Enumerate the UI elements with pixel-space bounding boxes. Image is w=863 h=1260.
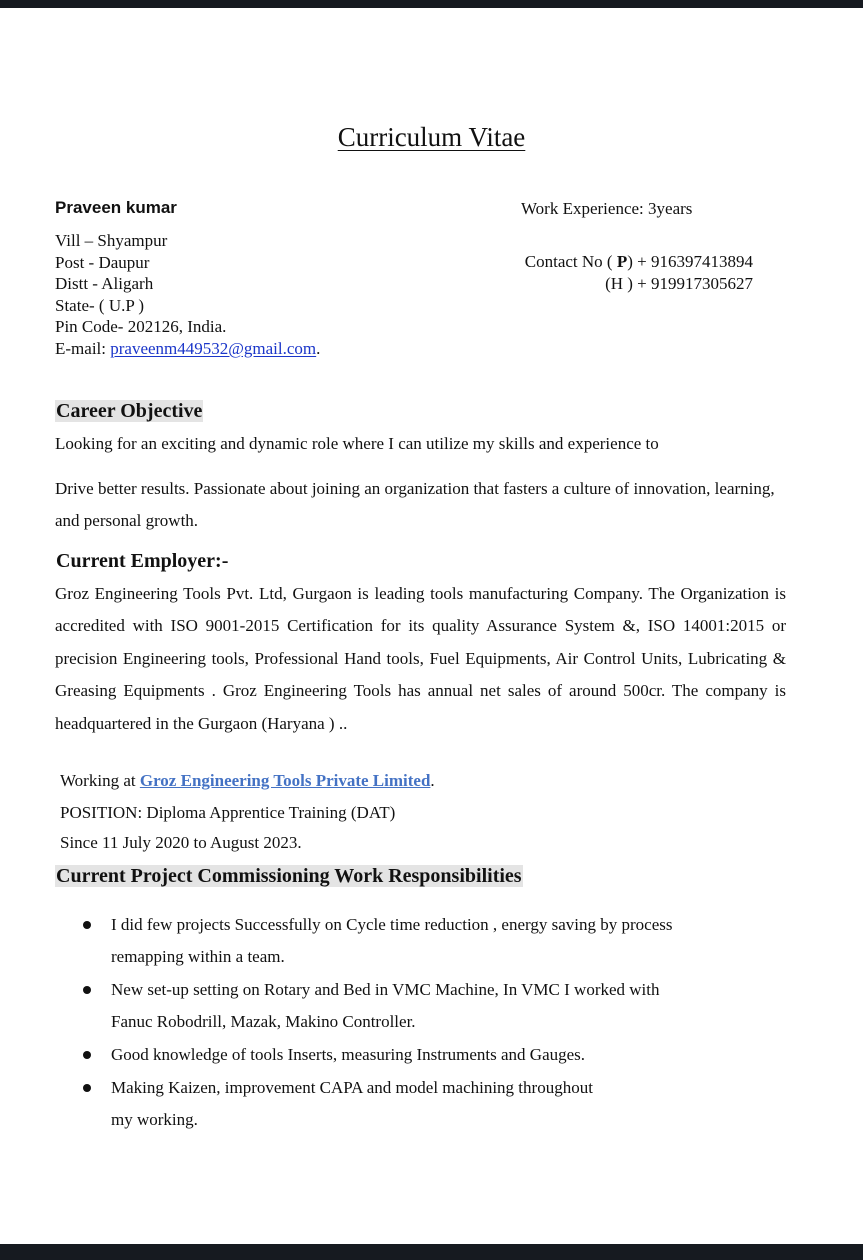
list-item-line: my working. [111, 1110, 198, 1129]
address-line-pincode: Pin Code- 202126, India. [55, 317, 227, 336]
bullet-icon [83, 1051, 91, 1059]
list-item-line: New set-up setting on Rotary and Bed in VMC Machine, In VMC I worked with [111, 980, 660, 999]
list-item-line: Making Kaizen, improvement CAPA and model machining throughout [111, 1078, 593, 1097]
career-objective-text: Drive better results. Passionate about joining an organization that fasters a culture of innovation, learning, and personal growth. [55, 479, 775, 530]
career-objective-heading: Career Objective [56, 400, 203, 422]
working-at-line [60, 765, 435, 797]
contact-phone-h: (H ) + 919917305627 [605, 273, 753, 293]
responsibilities-section [55, 863, 523, 889]
document-title: Curriculum Vitae [337, 122, 526, 152]
list-item [83, 974, 763, 1038]
email-link[interactable]: praveenm449532@gmail.com [110, 338, 317, 358]
contact-p-number: ) + 916397413894 [627, 252, 753, 271]
list-item-line: Fanuc Robodrill, Mazak, Makino Controller. [111, 1012, 416, 1031]
list-item [83, 1072, 763, 1136]
contact-p-letter: P [616, 252, 628, 271]
list-item-line: Good knowledge of tools Inserts, measuring Instruments and Gauges. [111, 1045, 586, 1064]
responsibilities-list [83, 909, 763, 1137]
working-at-label: Working at [60, 771, 140, 790]
bullet-icon [83, 1084, 91, 1092]
top-frame-bar [0, 0, 863, 8]
career-objective-section [55, 398, 203, 424]
bullet-icon [83, 921, 91, 929]
list-item [83, 1039, 763, 1071]
current-employer-heading: Current Employer:- [56, 550, 229, 572]
career-objective-line1: Looking for an exciting and dynamic role where I can utilize my skills and experience to [55, 434, 659, 453]
list-item-line: remapping within a team. [111, 947, 285, 966]
bullet-icon [83, 986, 91, 994]
responsibilities-heading: Current Project Commissioning Work Responsibilities [56, 865, 522, 887]
position-line: POSITION: Diploma Apprentice Training (DAT) [60, 803, 396, 822]
list-item-line: I did few projects Successfully on Cycle time reduction , energy saving by process [111, 915, 673, 934]
company-suffix: . [430, 771, 435, 790]
bottom-frame-bar [0, 1244, 863, 1260]
current-employer-section [55, 548, 229, 574]
candidate-name: Praveen kumar [55, 198, 177, 217]
contact-label: Contact No ( [524, 252, 617, 271]
email-label: E-mail: [55, 338, 111, 358]
address-line-state: State- ( U.P ) [55, 295, 145, 315]
address-line-post: Post - Daupur [55, 252, 150, 272]
contact-phone-p [500, 251, 753, 273]
company-link[interactable]: Groz Engineering Tools Private Limited [139, 771, 431, 790]
address-line-district: Distt - Aligarh [55, 274, 154, 293]
contact-block [500, 251, 753, 294]
employer-description: Groz Engineering Tools Pvt. Ltd, Gurgaon is leading tools manufacturing Company. The Organization is accredited with ISO 9001-2015 Certification for its quality Assurance System &, ISO 14001:2015 or precision Engineering tools, Professional Hand tools, Fuel Equipments, Air Control Units, Lubricating & Greasing Equipments . Groz Engineering Tools has annual net sales of around 500cr. The company is headquartered in the Gurgaon (Haryana ) .. [55, 584, 786, 733]
address-block [55, 230, 320, 359]
email-suffix: . [316, 338, 321, 358]
address-line-village: Vill – Shyampur [55, 231, 168, 250]
work-experience: Work Experience: 3years [521, 199, 693, 218]
since-line: Since 11 July 2020 to August 2023. [60, 833, 302, 852]
list-item [83, 909, 763, 973]
email-line [55, 338, 320, 360]
